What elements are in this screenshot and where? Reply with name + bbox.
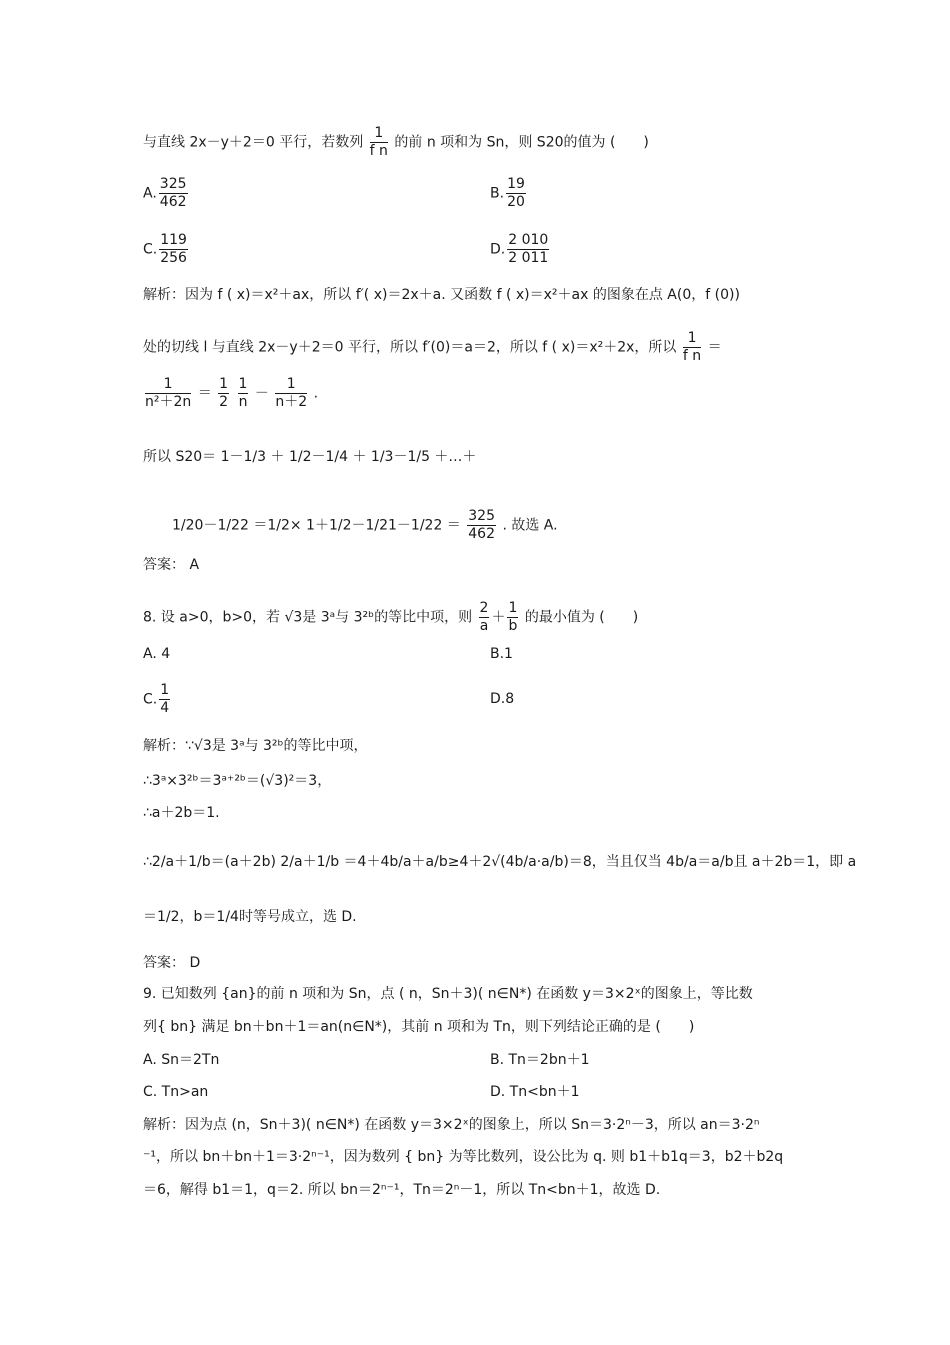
q8-solution-line2: ∴3ᵃ×3²ᵇ＝3ᵃ⁺²ᵇ＝(√3)²＝3，: [143, 773, 332, 789]
q7-stem-fraction: $\frac{1}{\text{f n}}$: [369, 125, 388, 159]
q7-answer: 答案： A: [143, 557, 200, 573]
q7-option-d: D. $\frac{2 010}{2 011}$: [490, 232, 549, 266]
q9-solution-line2: ⁻¹，所以 bn＋bn＋1＝3·2ⁿ⁻¹，因为数列 { bn} 为等比数列，设公比为 q. 则 b1＋b1q＝3，b2＋b2q: [143, 1149, 784, 1165]
q9-option-c: C. Tn>an: [143, 1084, 209, 1100]
q9-option-d: D. Tn<bn＋1: [490, 1084, 580, 1100]
q8-option-c: C. $\frac{1}{4}$: [143, 682, 170, 716]
q7-solution-line5: 1/20－1/22 ＝1/2× 1＋1/2－1/21－1/22 ＝ $\frac{325}{462}$ . 故选 A.: [172, 508, 558, 542]
q8-solution-line4: ∴2/a＋1/b＝(a＋2b) 2/a＋1/b ＝4＋4b/a＋a/b≥4＋2√(4b/a·a/b)＝8，当且仅当 4b/a＝a/b且 a＋2b＝1，即 a: [143, 854, 857, 870]
q7-solution-line2: 处的切线 l 与直线 2x－y＋2＝0 平行，所以 f′(0)＝a＝2，所以 f ( x)＝x²＋2x，所以 $\frac{1}{\text{f n}}$ ＝: [143, 330, 722, 364]
q9-option-b: B. Tn＝2bn＋1: [490, 1052, 590, 1068]
q8-option-d: D.8: [490, 691, 515, 707]
q7-option-c: C. $\frac{119}{256}$: [143, 232, 187, 266]
q9-solution-line3: ＝6，解得 b1＝1，q＝2. 所以 bn＝2ⁿ⁻¹，Tn＝2ⁿ－1，所以 Tn<bn＋1，故选 D.: [143, 1182, 661, 1198]
q8-solution-line3: ∴a＋2b＝1.: [143, 805, 220, 821]
q7-solution-line3: $\frac{1}{\text{n²＋2n}}$ ＝ $\frac{1}{2}$ $\frac{1}{n}$ － $\frac{1}{n+2}$ .: [145, 376, 319, 410]
q8-solution-line5: ＝1/2，b＝1/4时等号成立，选 D.: [143, 909, 357, 925]
q9-stem-line2: 列{ bn} 满足 bn＋bn＋1＝an(n∈N*)，其前 n 项和为 Tn，则下列结论正确的是 ( ): [143, 1019, 695, 1035]
q7-option-b: B. $\frac{19}{20}$: [490, 176, 525, 210]
q8-solution-line1: 解析：∵√3是 3ᵃ与 3²ᵇ的等比中项，: [143, 738, 368, 754]
q7-solution-line4: 所以 S20＝ 1－1/3 ＋ 1/2－1/4 ＋ 1/3－1/5 ＋…＋: [143, 449, 477, 465]
q8-option-b: B.1: [490, 646, 513, 662]
q9-option-a: A. Sn＝2Tn: [143, 1052, 220, 1068]
q9-solution-line1: 解析：因为点 (n，Sn＋3)( n∈N*) 在函数 y＝3×2ˣ的图象上，所以 Sn＝3·2ⁿ－3，所以 an＝3·2ⁿ: [143, 1117, 760, 1133]
q8-option-a: A. 4: [143, 646, 171, 662]
q8-stem: 8. 设 a>0，b>0，若 √3是 3ᵃ与 3²ᵇ的等比中项，则 $\frac{2}{a}$ ＋ $\frac{1}{b}$ 的最小值为 ( ): [143, 600, 639, 634]
q9-stem-line1: 9. 已知数列 {an}的前 n 项和为 Sn，点 ( n，Sn＋3)( n∈N*) 在函数 y＝3×2ˣ的图象上，等比数: [143, 986, 753, 1002]
q7-solution-line1: 解析：因为 f ( x)＝x²＋ax，所以 f′( x)＝2x＋a. 又函数 f ( x)＝x²＋ax 的图象在点 A(0，f (0)): [143, 287, 740, 303]
q7-stem: 与直线 2x－y＋2＝0 平行，若数列 $\frac{1}{\text{f n}}$ 的前 n 项和为 Sn，则 S20的值为 ( ): [143, 125, 649, 159]
q8-answer: 答案： D: [143, 955, 201, 971]
q7-option-a: A. $\frac{325}{462}$: [143, 176, 187, 210]
